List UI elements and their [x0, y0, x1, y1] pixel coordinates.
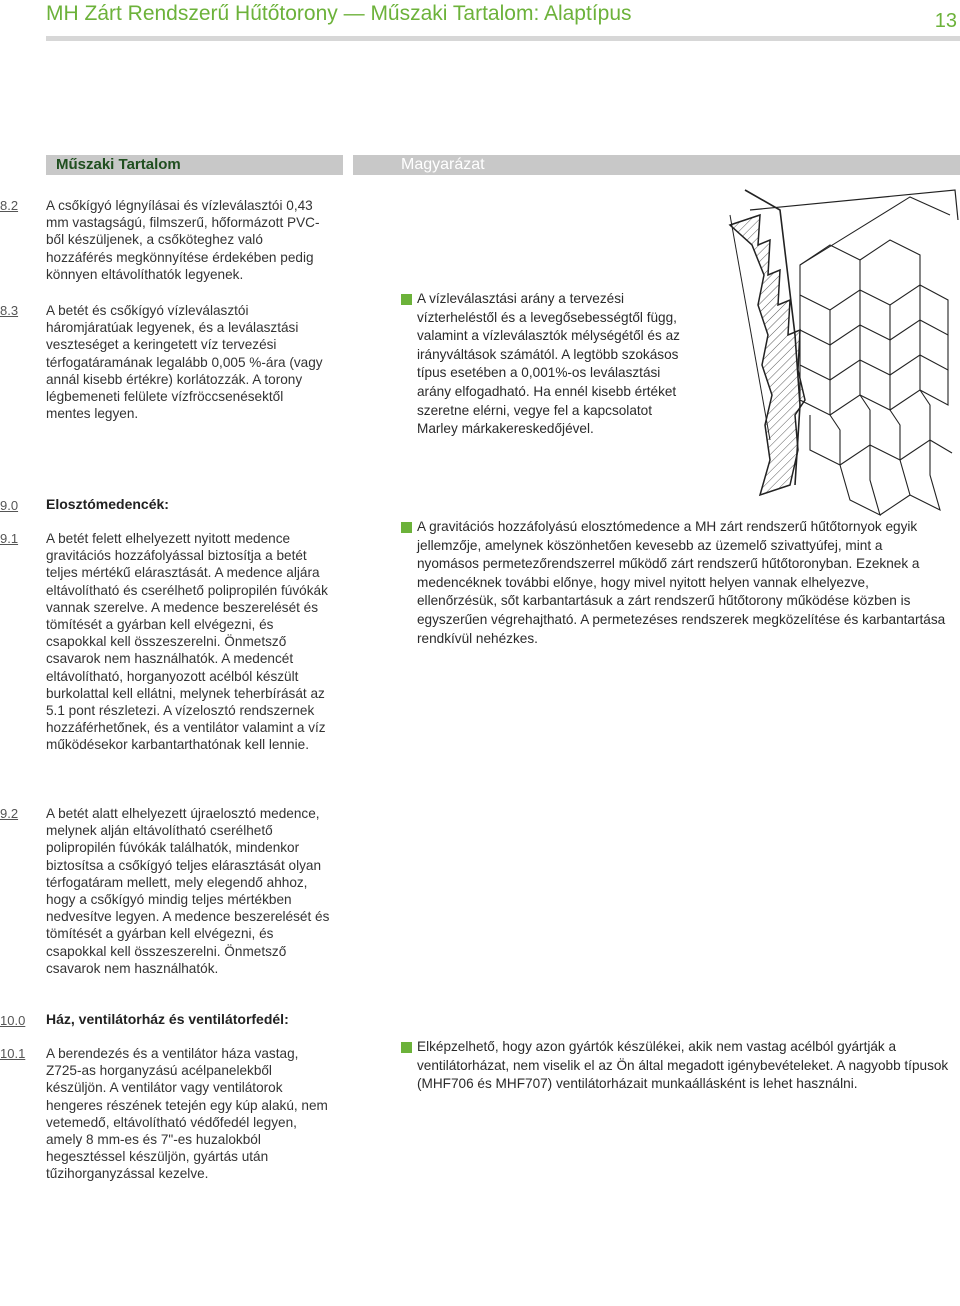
note-drift-ratio — [401, 290, 681, 439]
section-number-9-1: 9.1 — [0, 531, 19, 546]
section-number-9-2: 9.2 — [0, 806, 19, 821]
note-drift-ratio-text: A vízleválasztási arány a tervezési vízterheléstől és a levegősebességtől függ, valamint a vízleválasztók mélységétől és az irányváltások számától. A legtöbb szokásos típus esetében a 0,001%-os leválasztási arány elfogadható. Ha ennél kisebb értéket szeretne elérni, vegye fel a kapcsolatot Marley márkakereskedőjével. — [417, 291, 680, 437]
note-gravity-basin-text: A gravitációs hozzáfolyású elosztómedence a MH zárt rendszerű hűtőtornyok egyik jellemzője, amelynek köszönhetően kevesebb az üzemelő szivattyúfej, mint a nyomásos permetezőrendszerrel működő zárt rendszerű hűtőtoronyban. Ezeknek a medencéknek további előnye, hogy mivel nyitott helyen vannak elhelyezve, ellenőrzésük, sőt karbantartásuk a zárt rendszerű hűtőtorony működése közben is egyszerűen végrehajtható. A permetezéses rendszerek megközelítése és karbantartása rendkívül nehézkes. — [417, 519, 946, 646]
section-number-10-1: 10.1 — [0, 1046, 26, 1061]
note-fan-housing — [401, 1038, 951, 1094]
green-square-bullet-icon — [401, 294, 412, 305]
section-text-9-1: A betét felett elhelyezett nyitott medence gravitációs hozzáfolyással biztosítja a betét teljes mértékű elárasztását. A medence aljára eltávolítható és cserélhető polipropilén fúvókák vannak szerelve. A medence beszerelését és tömítését a gyárban kell elvégezni, és csapokkal kell összeszerelni. Önmetsző csavarok nem használhatók. A medencét eltávolítható, horganyozott acélból készült burkolattal kell ellátni, melynek teherbírását az 5.1 pont részletezi. A vízelosztó rendszernek hozzáférhetőnek, és a ventilátor valamint a víz működésekor karbantarthatónak kell lennie. — [46, 531, 328, 753]
section-number-10-0: 10.0 — [0, 1013, 26, 1028]
left-column-header: Műszaki Tartalom — [46, 155, 343, 175]
section-text-9-2: A betét alatt elhelyezett újraelosztó medence, melynek alján eltávolítható cserélhető polipropilén fúvókák találhatók, mindenkor biztosítsa a csőkígyó teljes elárasztását olyan térfogatáram mellett, mely elegendő ahhoz, hogy a csőkígyó mindig teljes mértékben nedvesítve legyen. A medence beszerelését és tömítését a gyárban kell elvégezni, és csapokkal kell összeszerelni. Önmetsző csavarok nem használhatók. — [46, 806, 330, 976]
section-text-8-3: A betét és csőkígyó vízleválasztói háromjáratúak legyenek, és a leválasztási veszteséget a keringetett víz tervezési térfogatáramának legalább 0,005 %-ára (vagy annál kisebb értékre) korlátozzák. A torony légbemeneti felülete vízfröccsenésektől mentes legyen. — [46, 303, 323, 422]
section-number-8-3: 8.3 — [0, 303, 19, 318]
section-heading-10-0: Ház, ventilátorház és ventilátorfedél: — [46, 1011, 289, 1027]
note-fan-housing-text: Elképzelhető, hogy azon gyártók készülékei, akik nem vastag acélból gyártják a ventilátorházat, nem viselik el az Ön által megadott igénybevételeket. A nagyobb típusok (MHF706 és MHF707) ventilátorházait munkaállásként is lehet használni. — [417, 1039, 949, 1092]
section-number-9-0: 9.0 — [0, 498, 19, 513]
right-column-header: Magyarázat — [353, 155, 960, 175]
green-square-bullet-icon — [401, 1042, 412, 1053]
page-header-title: MH Zárt Rendszerű Hűtőtorony — Műszaki Tartalom: Alaptípus — [46, 2, 632, 25]
drift-eliminator-honeycomb-icon — [700, 185, 960, 545]
green-square-bullet-icon — [401, 522, 412, 533]
section-text-8-2: A csőkígyó légnyílásai és vízleválasztói 0,43 mm vastagságú, filmszerű, hőformázott PVC-ből készüljenek, a csőköteghez való hozzáférés megkönnyítése érdekében pedig könnyen eltávolíthatók legyenek. — [46, 198, 320, 282]
section-number-8-2: 8.2 — [0, 198, 19, 213]
page-number: 13 — [934, 10, 957, 32]
section-text-10-1: A berendezés és a ventilátor háza vastag, Z725-as horganyzású acélpanelekből készüljön. A ventilátor vagy ventilátorok hengeres részének tetején egy kúp alakú, nem vetemedő, eltávolítható védőfedél legyen, amely 8 mm-es és 7"-es huzalokból hegesztéssel készüljön, gyártás után tűzihorganyzással kezelve. — [46, 1046, 328, 1182]
section-heading-9-0: Elosztómedencék: — [46, 496, 169, 512]
header-divider — [46, 36, 960, 41]
